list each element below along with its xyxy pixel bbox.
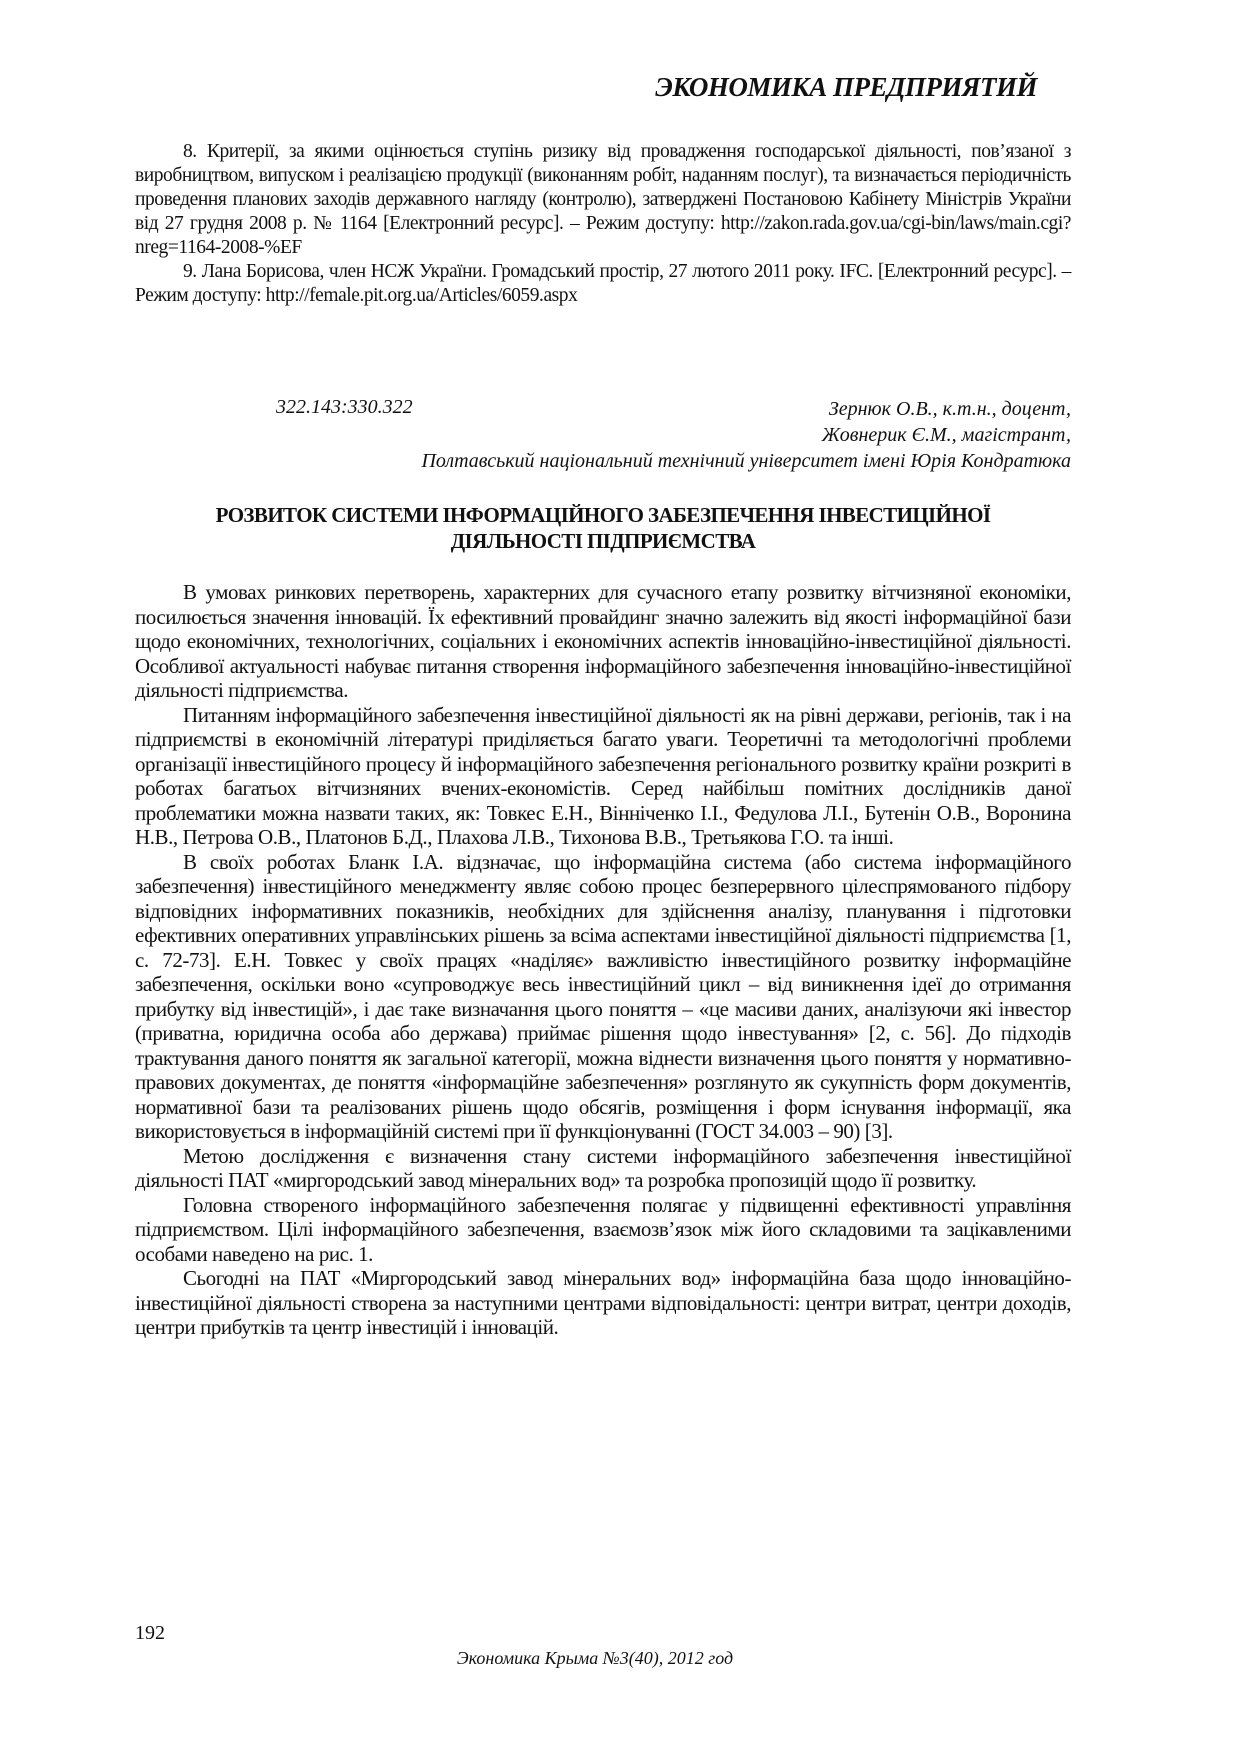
title-line: ДІЯЛЬНОСТІ ПІДПРИЄМСТВА [450,529,756,553]
author-block [421,396,1071,474]
references-list [135,140,1071,308]
paragraph: Головна створеного інформаційного забезпечення полягає у підвищенні ефективності управління підприємством. Цілі інформаційного забезпечення, взаємозв’язок між його складовими та зацікавленими особами наведено на рис. 1. [135,1192,1071,1266]
article-title [135,502,1071,554]
author-2: Жовнерик Є.М., магістрант, [821,424,1071,446]
paragraph: В своїх роботах Бланк І.А. відзначає, що інформаційна система (або система інформаційного забезпечення) інвестиційного менеджменту являє собою процес безперервного цілеспрямованого підбору відповідних інформативних показників, необхідних для здійснення аналізу, планування і підготовки ефективних оперативних управлінських рішень за всіма аспектами інвестиційної діяльності підприємства [1, с. 72-73]. Е.Н. Товкес у своїх працях «наділяє» важливістю інвестиційного розвитку інформаційне забезпечення, оскільки воно «супроводжує весь інвестиційний цикл – від виникнення ідеї до отримання прибутку від інвестицій», і дає таке визначання цього поняття – «це масиви даних, аналізуючи які інвестор (приватна, юридична особа або держава) приймає рішення щодо інвестування» [2, с. 56]. До підходів трактування даного поняття як загальної категорії, можна віднести визначення цього поняття у нормативно-правових документах, де поняття «інформаційне забезпечення» розглянуто як сукупність форм документів, нормативної бази та реалізованих рішень щодо обсягів, розміщення і форм існування інформації, яка використовується в інформаційній системі при її функціонуванні (ГОСТ 34.003 – 90) [3]. [135,849,1071,1143]
article-body [135,580,1071,1340]
paragraph: Питанням інформаційного забезпечення інвестиційної діяльності як на рівні держави, регіонів, так і на підприємстві в економічній літературі приділяється багато уваги. Теоретичні та методологічні проблеми організації інвестиційного процесу й інформаційного забезпечення регіонального розвитку країни розкриті в роботах багатьох вітчизняних вчених-економістів. Серед найбільш помітних дослідників даної проблематики можна назвати таких, як: Товкес Е.Н., Вінніченко І.І., Федулова Л.І., Бутенін О.В., Воронина Н.В., Петрова О.В., Платонов Б.Д., Плахова Л.В., Тихонова В.В., Третьякова Г.О. та інші. [135,702,1071,849]
author-1: Зернюк О.В., к.т.н., доцент, [828,398,1071,420]
affiliation: Полтавський національний технічний університет імені Юрія Кондратюка [421,450,1071,472]
paragraph: Сьогодні на ПАТ «Миргородський завод мінеральних вод» інформаційна база щодо інноваційно-інвестиційної діяльності створена за наступними центрами відповідальності: центри витрат, центри доходів, центри прибутків та центр інвестицій і інновацій. [135,1266,1071,1339]
reference-item: 8. Критерії, за якими оцінюється ступінь ризику від провадження господарської діяльності, пов’язаної з виробництвом, випуском і реалізацією продукції (виконанням робіт, наданням послуг), та визначається періодичність проведення планових заходів державного нагляду (контролю), затверджені Постановою Кабінету Міністрів України від 27 грудня 2008 р. № 1164 [Електронний ресурс]. – Режим доступу: http://zakon.rada.gov.ua/cgi-bin/laws/main.cgi?nreg=1164-2008-%EF [135,141,1071,258]
udc-code: 322.143:330.322 [276,396,413,418]
journal-section-header: ЭКОНОМИКА ПРЕДПРИЯТИЙ [655,72,1037,102]
journal-footer: Экономика Крыма №3(40), 2012 год [456,1648,734,1668]
reference-item: 9. Лана Борисова, член НСЖ України. Громадський простір, 27 лютого 2011 року. IFC. [Електронний ресурс]. – Режим доступу: http://female.pit.org.ua/Articles/6059.aspx [135,261,1071,306]
paragraph: В умовах ринкових перетворень, характерних для сучасного етапу розвитку вітчизняної економіки, посилюється значення інновацій. Їх ефективний провайдинг значно залежить від якості інформаційної бази щодо економічних, технологічних, соціальних і економічних аспектів інноваційно-інвестиційної діяльності. Особливої актуальності набуває питання створення інформаційного забезпечення інноваційно-інвестиційної діяльності підприємства. [135,580,1071,702]
page-number: 192 [135,1622,165,1644]
title-line: РОЗВИТОК СИСТЕМИ ІНФОРМАЦІЙНОГО ЗАБЕЗПЕЧЕННЯ ІНВЕСТИЦІЙНОЇ [215,503,991,527]
paragraph: Метою дослідження є визначення стану системи інформаційного забезпечення інвестиційної діяльності ПАТ «миргородський завод мінеральних вод» та розробка пропозицій щодо її розвитку. [135,1143,1071,1192]
